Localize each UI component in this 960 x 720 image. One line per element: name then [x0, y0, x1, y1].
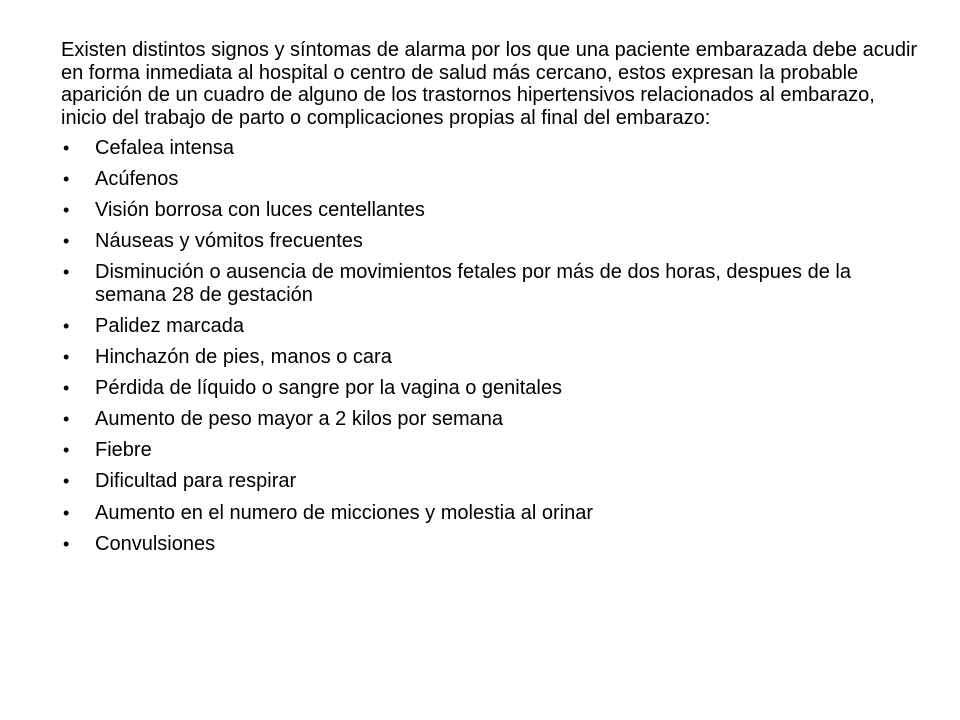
bullet-icon: •: [63, 200, 70, 221]
list-item: [61, 230, 921, 253]
bullet-icon: •: [63, 231, 70, 252]
bullet-icon: •: [63, 378, 70, 399]
list-item-text: Fiebre: [95, 439, 152, 462]
intro-paragraph: Existen distintos signos y síntomas de alarma por los que una paciente embarazada debe acudir en forma inmediata al hospital o centro de salud más cercano, estos expresan la probable aparición de un cuadro de alguno de los trastornos hipertensivos relacionados al embarazo, inicio del trabajo de parto o complicaciones propias al final del embarazo:: [61, 39, 918, 129]
bullet-icon: •: [63, 262, 70, 283]
list-item: [61, 502, 921, 525]
list-item: [61, 439, 921, 462]
list-item: [61, 346, 921, 369]
list-item: [61, 377, 921, 400]
bullet-icon: •: [63, 347, 70, 368]
warning-signs-list: [61, 137, 921, 555]
list-item: [61, 315, 921, 338]
list-item-text: Convulsiones: [95, 532, 216, 555]
list-item: [61, 168, 921, 191]
list-item-text: Cefalea intensa: [95, 137, 234, 159]
list-item: [61, 261, 921, 306]
list-item-text: Pérdida de líquido o sangre por la vagina o genitales: [95, 377, 562, 400]
bullet-icon: •: [63, 533, 70, 554]
list-item-text: Náuseas y vómitos frecuentes: [95, 230, 363, 253]
bullet-icon: •: [63, 409, 70, 430]
list-item-text: Disminución o ausencia de movimientos fetales por más de dos horas, despues de la semana 28 de gestación: [95, 261, 851, 306]
list-item: [61, 199, 921, 222]
list-item-text: Acúfenos: [95, 168, 179, 191]
list-item: [61, 408, 921, 431]
bullet-icon: •: [63, 138, 70, 158]
bullet-icon: •: [63, 471, 70, 492]
list-item-text: Visión borrosa con luces centellantes: [95, 199, 425, 222]
list-item-text: Hinchazón de pies, manos o cara: [95, 346, 392, 369]
bullet-icon: •: [63, 440, 70, 461]
list-item-text: Dificultad para respirar: [95, 470, 297, 493]
list-item: [61, 137, 921, 160]
bullet-icon: •: [63, 315, 70, 336]
list-item-text: Aumento en el numero de micciones y molestia al orinar: [95, 501, 594, 524]
slide-content: [61, 39, 921, 564]
bullet-icon: •: [63, 169, 70, 190]
list-item-text: Aumento de peso mayor a 2 kilos por semana: [95, 408, 503, 431]
list-item: [61, 533, 921, 556]
list-item-text: Palidez marcada: [95, 314, 244, 337]
list-item: [61, 470, 921, 493]
bullet-icon: •: [63, 502, 70, 523]
